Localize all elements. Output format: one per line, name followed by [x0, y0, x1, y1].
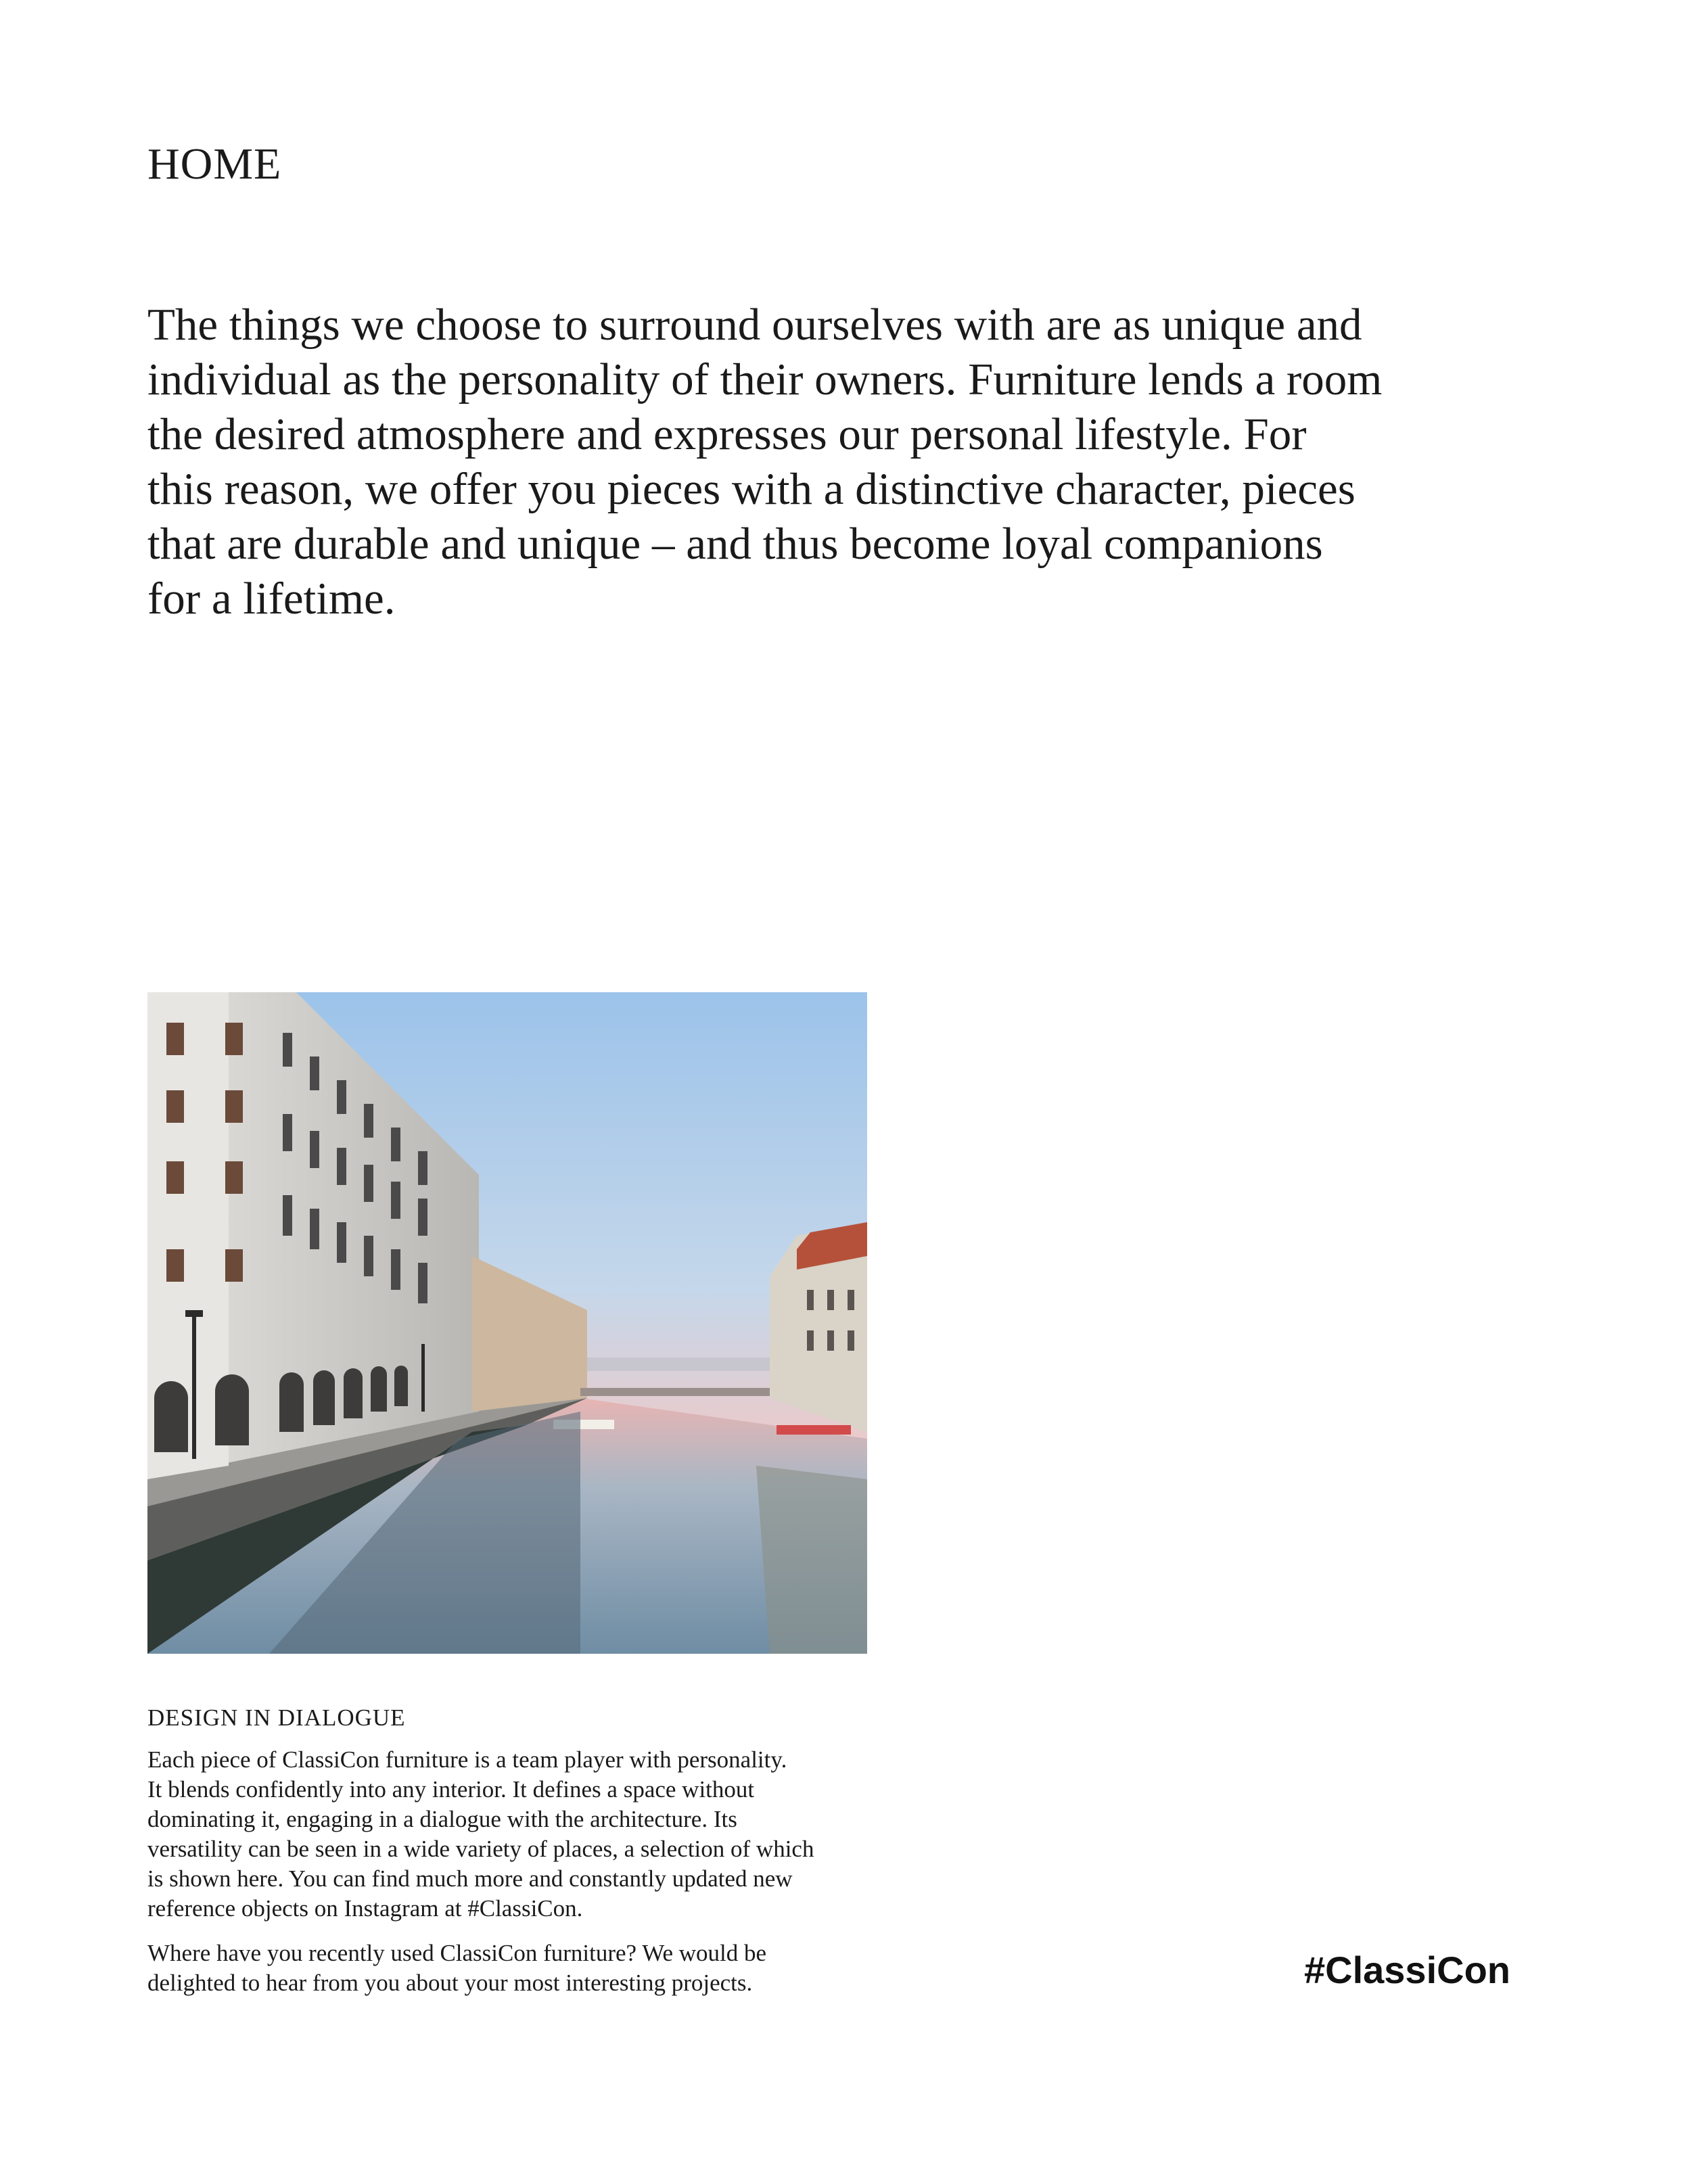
caption-line: Each piece of ClassiCon furniture is a team player with personality. — [147, 1746, 787, 1773]
caption-closing — [147, 1938, 959, 1998]
caption-line: is shown here. You can find much more and constantly updated new — [147, 1865, 793, 1892]
hashtag: #ClassiCon — [1304, 1949, 1510, 1991]
caption-body — [147, 1745, 959, 1924]
intro-line: the desired atmosphere and expresses our personal lifestyle. For — [147, 409, 1307, 459]
caption-line: versatility can be seen in a wide variety of places, a selection of which — [147, 1836, 814, 1862]
intro-line: for a lifetime. — [147, 574, 396, 624]
caption-heading: DESIGN IN DIALOGUE — [147, 1704, 406, 1731]
caption-line: It blends confidently into any interior. It defines a space without — [147, 1776, 755, 1803]
canal-photo — [147, 992, 867, 1654]
caption-line: delighted to hear from you about your most interesting projects. — [147, 1970, 753, 1996]
canal-photo-illustration — [147, 992, 867, 1654]
intro-line: that are durable and unique – and thus become loyal companions — [147, 519, 1323, 569]
intro-line: The things we choose to surround ourselves with are as unique and — [147, 300, 1362, 350]
caption-line: Where have you recently used ClassiCon furniture? We would be — [147, 1940, 767, 1966]
intro-paragraph — [147, 298, 1500, 626]
caption-line: dominating it, engaging in a dialogue with the architecture. Its — [147, 1806, 737, 1832]
section-label: HOME — [147, 139, 282, 189]
intro-line: individual as the personality of their owners. Furniture lends a room — [147, 354, 1383, 404]
caption-line: reference objects on Instagram at #ClassiCon. — [147, 1895, 583, 1922]
intro-line: this reason, we offer you pieces with a distinctive character, pieces — [147, 464, 1356, 514]
